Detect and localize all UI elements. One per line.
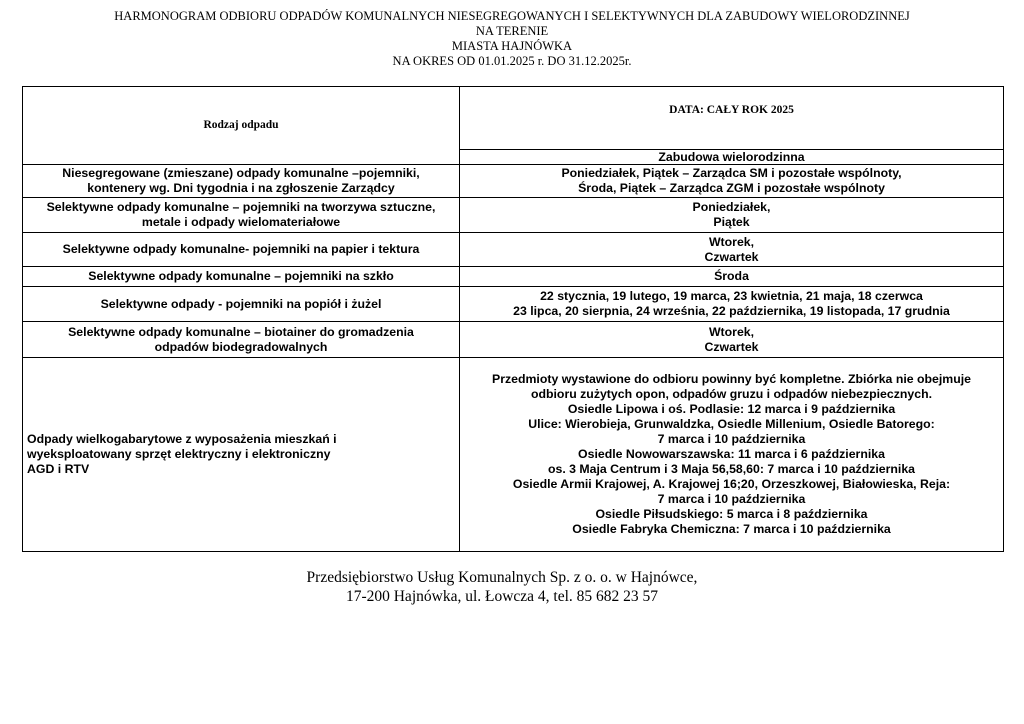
bulky-note-line: Przedmioty wystawione do odbioru powinny być kompletne. Zbiórka nie obejmuje	[492, 372, 971, 386]
document-header	[0, 9, 1024, 69]
waste-type-cell	[23, 287, 460, 322]
pickup-date-line: 7 marca i 10 października	[657, 492, 806, 506]
pickup-date-line: Czwartek	[704, 339, 759, 354]
pickup-date-line: Poniedziałek,	[692, 200, 771, 214]
waste-type-line: kontenery wg. Dni tygodnia i na zgłoszenie Zarządcy	[87, 181, 395, 195]
column-subheader-building-type: Zabudowa wielorodzinna	[460, 150, 1004, 165]
header-city: MIASTA HAJNÓWKA	[451, 39, 573, 53]
waste-type-line: Selektywne odpady komunalne – biotainer do gromadzenia	[68, 324, 414, 339]
header-period: NA OKRES OD 01.01.2025 r. DO 31.12.2025r.	[392, 54, 632, 68]
waste-type-cell	[23, 322, 460, 358]
waste-type-cell	[23, 165, 460, 198]
waste-type-line: Selektywne odpady komunalne- pojemniki na papier i tektura	[62, 242, 420, 256]
pickup-date-cell	[460, 267, 1004, 287]
column-header-date: DATA: CAŁY ROK 2025	[460, 87, 1004, 150]
pickup-date-line: Osiedle Armii Krajowej, A. Krajowej 16;20, Orzeszkowej, Białowieska, Reja:	[512, 477, 951, 491]
waste-type-cell	[23, 198, 460, 233]
pickup-date-line: 7 marca i 10 października	[657, 432, 806, 446]
table-row	[23, 233, 1004, 267]
document-footer	[0, 568, 1004, 606]
header-area: NA TERENIE	[475, 24, 549, 38]
pickup-date-line: Wtorek,	[708, 324, 755, 339]
waste-type-line: Selektywne odpady komunalne – pojemniki na tworzywa sztuczne,	[46, 200, 436, 214]
waste-type-cell	[23, 267, 460, 287]
waste-type-line: Niesegregowane (zmieszane) odpady komunalne –pojemniki,	[62, 166, 420, 180]
waste-type-line: metale i odpady wielomateriałowe	[141, 215, 341, 229]
pickup-date-line: Osiedle Lipowa i oś. Podlasie: 12 marca i 9 października	[567, 402, 896, 416]
pickup-date-line: Osiedle Piłsudskiego: 5 marca i 8 października	[595, 507, 868, 521]
table-row	[23, 322, 1004, 358]
pickup-date-line: Środa, Piątek – Zarządca ZGM i pozostałe wspólnoty	[578, 181, 885, 195]
pickup-date-line: Wtorek,	[708, 234, 755, 249]
waste-type-line: AGD i RTV	[27, 462, 90, 476]
pickup-date-line: Ulice: Wierobieja, Grunwaldzka, Osiedle Millenium, Osiedle Batorego:	[528, 417, 935, 431]
pickup-date-cell	[460, 287, 1004, 322]
pickup-date-line: Piątek	[713, 215, 750, 229]
waste-type-cell	[23, 358, 460, 552]
waste-type-line: wyeksploatowany sprzęt elektryczny i elektroniczny	[27, 447, 331, 461]
schedule-table	[22, 86, 1004, 552]
pickup-date-cell	[460, 358, 1004, 552]
table-row	[23, 287, 1004, 322]
footer-company: Przedsiębiorstwo Usług Komunalnych Sp. z o. o. w Hajnówce,	[306, 569, 698, 586]
pickup-date-cell	[460, 198, 1004, 233]
header-title: HARMONOGRAM ODBIORU ODPADÓW KOMUNALNYCH NIESEGREGOWANYCH I SELEKTYWNYCH DLA ZABUDOWY WIELORODZINNEJ	[114, 9, 910, 23]
table-row	[23, 198, 1004, 233]
waste-type-line: odpadów biodegradowalnych	[154, 339, 328, 354]
pickup-date-line: Czwartek	[704, 249, 759, 264]
waste-type-line: Selektywne odpady komunalne – pojemniki na szkło	[88, 269, 394, 283]
pickup-date-line: Poniedziałek, Piątek – Zarządca SM i pozostałe wspólnoty,	[561, 166, 902, 180]
table-header-row	[23, 87, 1004, 150]
waste-type-line: Selektywne odpady - pojemniki na popiół i żużel	[100, 296, 382, 311]
pickup-date-line: os. 3 Maja Centrum i 3 Maja 56,58,60: 7 marca i 10 października	[547, 462, 916, 476]
table-row	[23, 165, 1004, 198]
pickup-date-cell	[460, 165, 1004, 198]
waste-type-line: Odpady wielkogabarytowe z wyposażenia mieszkań i	[27, 432, 337, 446]
column-header-waste-type: Rodzaj odpadu	[23, 87, 460, 165]
pickup-date-cell	[460, 322, 1004, 358]
pickup-date-line: Osiedle Fabryka Chemiczna: 7 marca i 10 października	[572, 522, 891, 536]
pickup-date-line: Osiedle Nowowarszawska: 11 marca i 6 października	[578, 447, 885, 461]
pickup-date-line: Środa	[714, 269, 749, 283]
bulky-note-line: odbioru zużytych opon, odpadów gruzu i odpadów niebezpiecznych.	[530, 387, 932, 401]
pickup-date-line: 22 stycznia, 19 lutego, 19 marca, 23 kwietnia, 21 maja, 18 czerwca	[540, 289, 923, 303]
pickup-date-line: 23 lipca, 20 sierpnia, 24 września, 22 października, 19 listopada, 17 grudnia	[513, 304, 950, 318]
table-row-bulky-waste	[23, 358, 1004, 552]
waste-type-cell	[23, 233, 460, 267]
table-row	[23, 267, 1004, 287]
footer-address: 17-200 Hajnówka, ul. Łowcza 4, tel. 85 682 23 57	[345, 588, 659, 605]
pickup-date-cell	[460, 233, 1004, 267]
